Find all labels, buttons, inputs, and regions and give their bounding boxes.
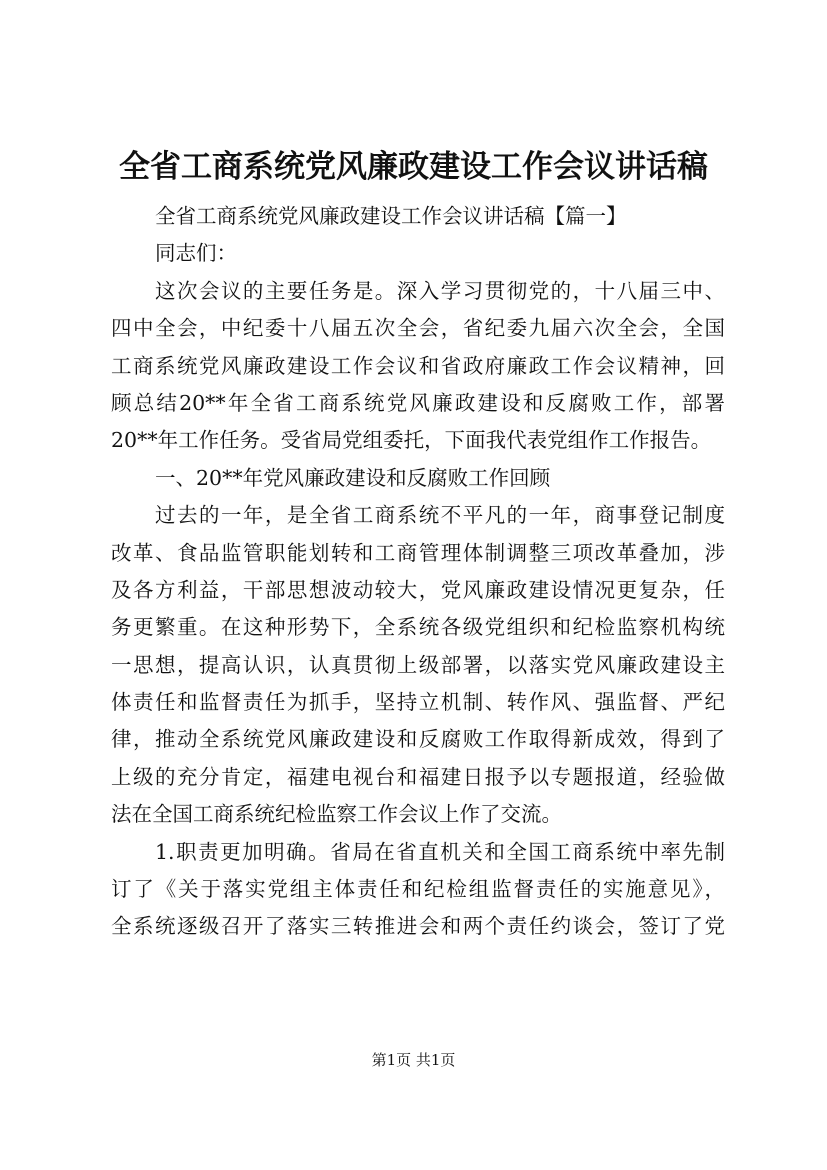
paragraph-line: 工商系统党风廉政建设工作会议和省政府廉政工作会议精神，回 (111, 353, 725, 378)
paragraph-line: 上级的充分肯定，福建电视台和福建日报予以专题报道，经验做 (111, 764, 725, 789)
paragraph-line: 1.职责更加明确。省局在省直机关和全国工商系统中率先制 (155, 839, 725, 864)
paragraph-1 (111, 273, 725, 460)
paragraph-line: 体责任和监督责任为抓手，坚持立机制、转作风、强监督、严纪 (111, 690, 725, 715)
page-footer: 第1页 共1页 (371, 1051, 456, 1069)
paragraph-line: 顾总结20**年全省工商系统党风廉政建设和反腐败工作，部署 (111, 390, 725, 415)
paragraph-line: 订了《关于落实党组主体责任和纪检组监督责任的实施意见》， (111, 877, 725, 902)
paragraph-line: 改革、食品监管职能划转和工商管理体制调整三项改革叠加，涉 (111, 540, 725, 565)
paragraph-line: 这次会议的主要任务是。深入学习贯彻党的，十八届三中、 (155, 278, 725, 303)
paragraph-line: 四中全会，中纪委十八届五次全会，省纪委九届六次全会，全国 (111, 316, 725, 341)
paragraph-2 (111, 497, 725, 834)
paragraph-line: 律，推动全系统党风廉政建设和反腐败工作取得新成效，得到了 (111, 727, 725, 752)
paragraph-line: 一思想，提高认识，认真贯彻上级部署，以落实党风廉政建设主 (111, 652, 725, 677)
paragraph-line: 过去的一年，是全省工商系统不平凡的一年，商事登记制度 (155, 503, 725, 528)
paragraph-line: 法在全国工商系统纪检监察工作会议上作了交流。 (111, 802, 562, 827)
paragraph-line: 全系统逐级召开了落实三转推进会和两个责任约谈会，签订了党 (111, 914, 725, 939)
paragraph-line: 务更繁重。在这种形势下，全系统各级党组织和纪检监察机构统 (111, 615, 725, 640)
paragraph-line: 20**年工作任务。受省局党组委托，下面我代表党组作工作报告。 (111, 428, 712, 453)
document-subtitle: 全省工商系统党风廉政建设工作会议讲话稿【篇一】 (155, 204, 627, 228)
greeting: 同志们： (155, 241, 237, 266)
document-title: 全省工商系统党风廉政建设工作会议讲话稿 (119, 149, 708, 185)
document-body (111, 198, 725, 946)
paragraph-line: 及各方利益，干部思想波动较大，党风廉政建设情况更复杂，任 (111, 577, 725, 602)
paragraph-3 (111, 834, 725, 946)
section-heading: 一、20**年党风廉政建设和反腐败工作回顾 (155, 465, 551, 490)
